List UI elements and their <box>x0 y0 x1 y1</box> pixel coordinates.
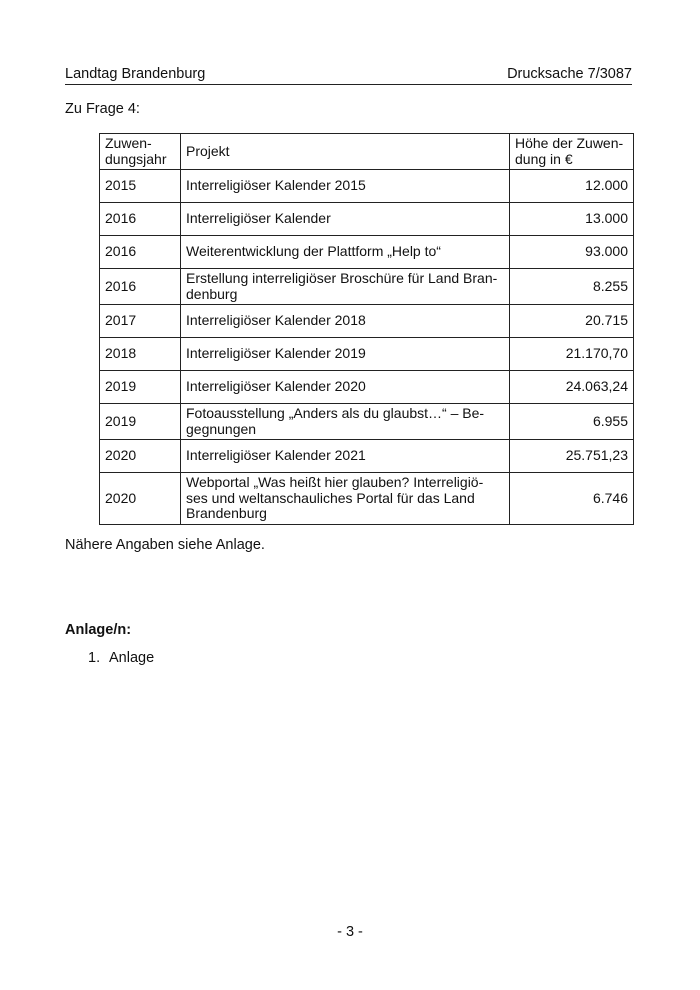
cell-project: Fotoausstellung „Anders als du glaubst…“ – Be- gegnungen <box>181 404 510 440</box>
cell-year: 2015 <box>100 170 181 203</box>
annex-list <box>88 650 154 666</box>
cell-year: 2018 <box>100 338 181 371</box>
header-parliament: Landtag Brandenburg <box>65 66 206 82</box>
cell-amount: 8.255 <box>510 269 634 305</box>
annex-heading: Anlage/n: <box>65 622 132 638</box>
table-row <box>100 473 634 525</box>
cell-year: 2016 <box>100 203 181 236</box>
cell-amount: 6.746 <box>510 473 634 525</box>
cell-project: Interreligiöser Kalender 2018 <box>181 305 510 338</box>
grants-table-body <box>100 170 634 525</box>
header-document-number: Drucksache 7/3087 <box>507 66 632 82</box>
table-row <box>100 404 634 440</box>
cell-project: Interreligiöser Kalender 2019 <box>181 338 510 371</box>
cell-project: Erstellung interreligiöser Broschüre für Land Bran- denburg <box>181 269 510 305</box>
document-header <box>65 66 632 85</box>
question-heading: Zu Frage 4: <box>65 101 140 117</box>
further-info-text: Nähere Angaben siehe Anlage. <box>65 537 265 553</box>
cell-year: 2020 <box>100 473 181 525</box>
table-row <box>100 236 634 269</box>
cell-year: 2016 <box>100 236 181 269</box>
table-row <box>100 371 634 404</box>
annex-item[interactable] <box>88 650 154 666</box>
header-project: Projekt <box>181 134 510 170</box>
table-header-row <box>100 134 634 170</box>
cell-project: Interreligiöser Kalender 2015 <box>181 170 510 203</box>
table-row <box>100 269 634 305</box>
cell-year: 2019 <box>100 371 181 404</box>
cell-year: 2016 <box>100 269 181 305</box>
cell-year: 2020 <box>100 440 181 473</box>
cell-amount: 93.000 <box>510 236 634 269</box>
table-row <box>100 338 634 371</box>
cell-year: 2017 <box>100 305 181 338</box>
cell-project: Interreligiöser Kalender 2021 <box>181 440 510 473</box>
table-row <box>100 440 634 473</box>
annex-item-label: Anlage <box>109 650 155 666</box>
grants-table <box>99 133 634 525</box>
cell-amount: 25.751,23 <box>510 440 634 473</box>
table-row <box>100 305 634 338</box>
cell-amount: 20.715 <box>510 305 634 338</box>
cell-amount: 12.000 <box>510 170 634 203</box>
table-row <box>100 203 634 236</box>
cell-project: Weiterentwicklung der Plattform „Help to“ <box>181 236 510 269</box>
cell-project: Interreligiöser Kalender 2020 <box>181 371 510 404</box>
cell-project: Interreligiöser Kalender <box>181 203 510 236</box>
annex-item-number: 1. <box>88 650 101 666</box>
cell-amount: 21.170,70 <box>510 338 634 371</box>
cell-amount: 24.063,24 <box>510 371 634 404</box>
header-amount: Höhe der Zuwen- dung in € <box>510 134 634 170</box>
header-year: Zuwen- dungsjahr <box>100 134 181 170</box>
cell-amount: 13.000 <box>510 203 634 236</box>
cell-amount: 6.955 <box>510 404 634 440</box>
cell-project: Webportal „Was heißt hier glauben? Interreligiö- ses und weltanschauliches Portal für das Land Brandenburg <box>181 473 510 525</box>
page-number: - 3 - <box>337 924 363 940</box>
table-row <box>100 170 634 203</box>
cell-year: 2019 <box>100 404 181 440</box>
